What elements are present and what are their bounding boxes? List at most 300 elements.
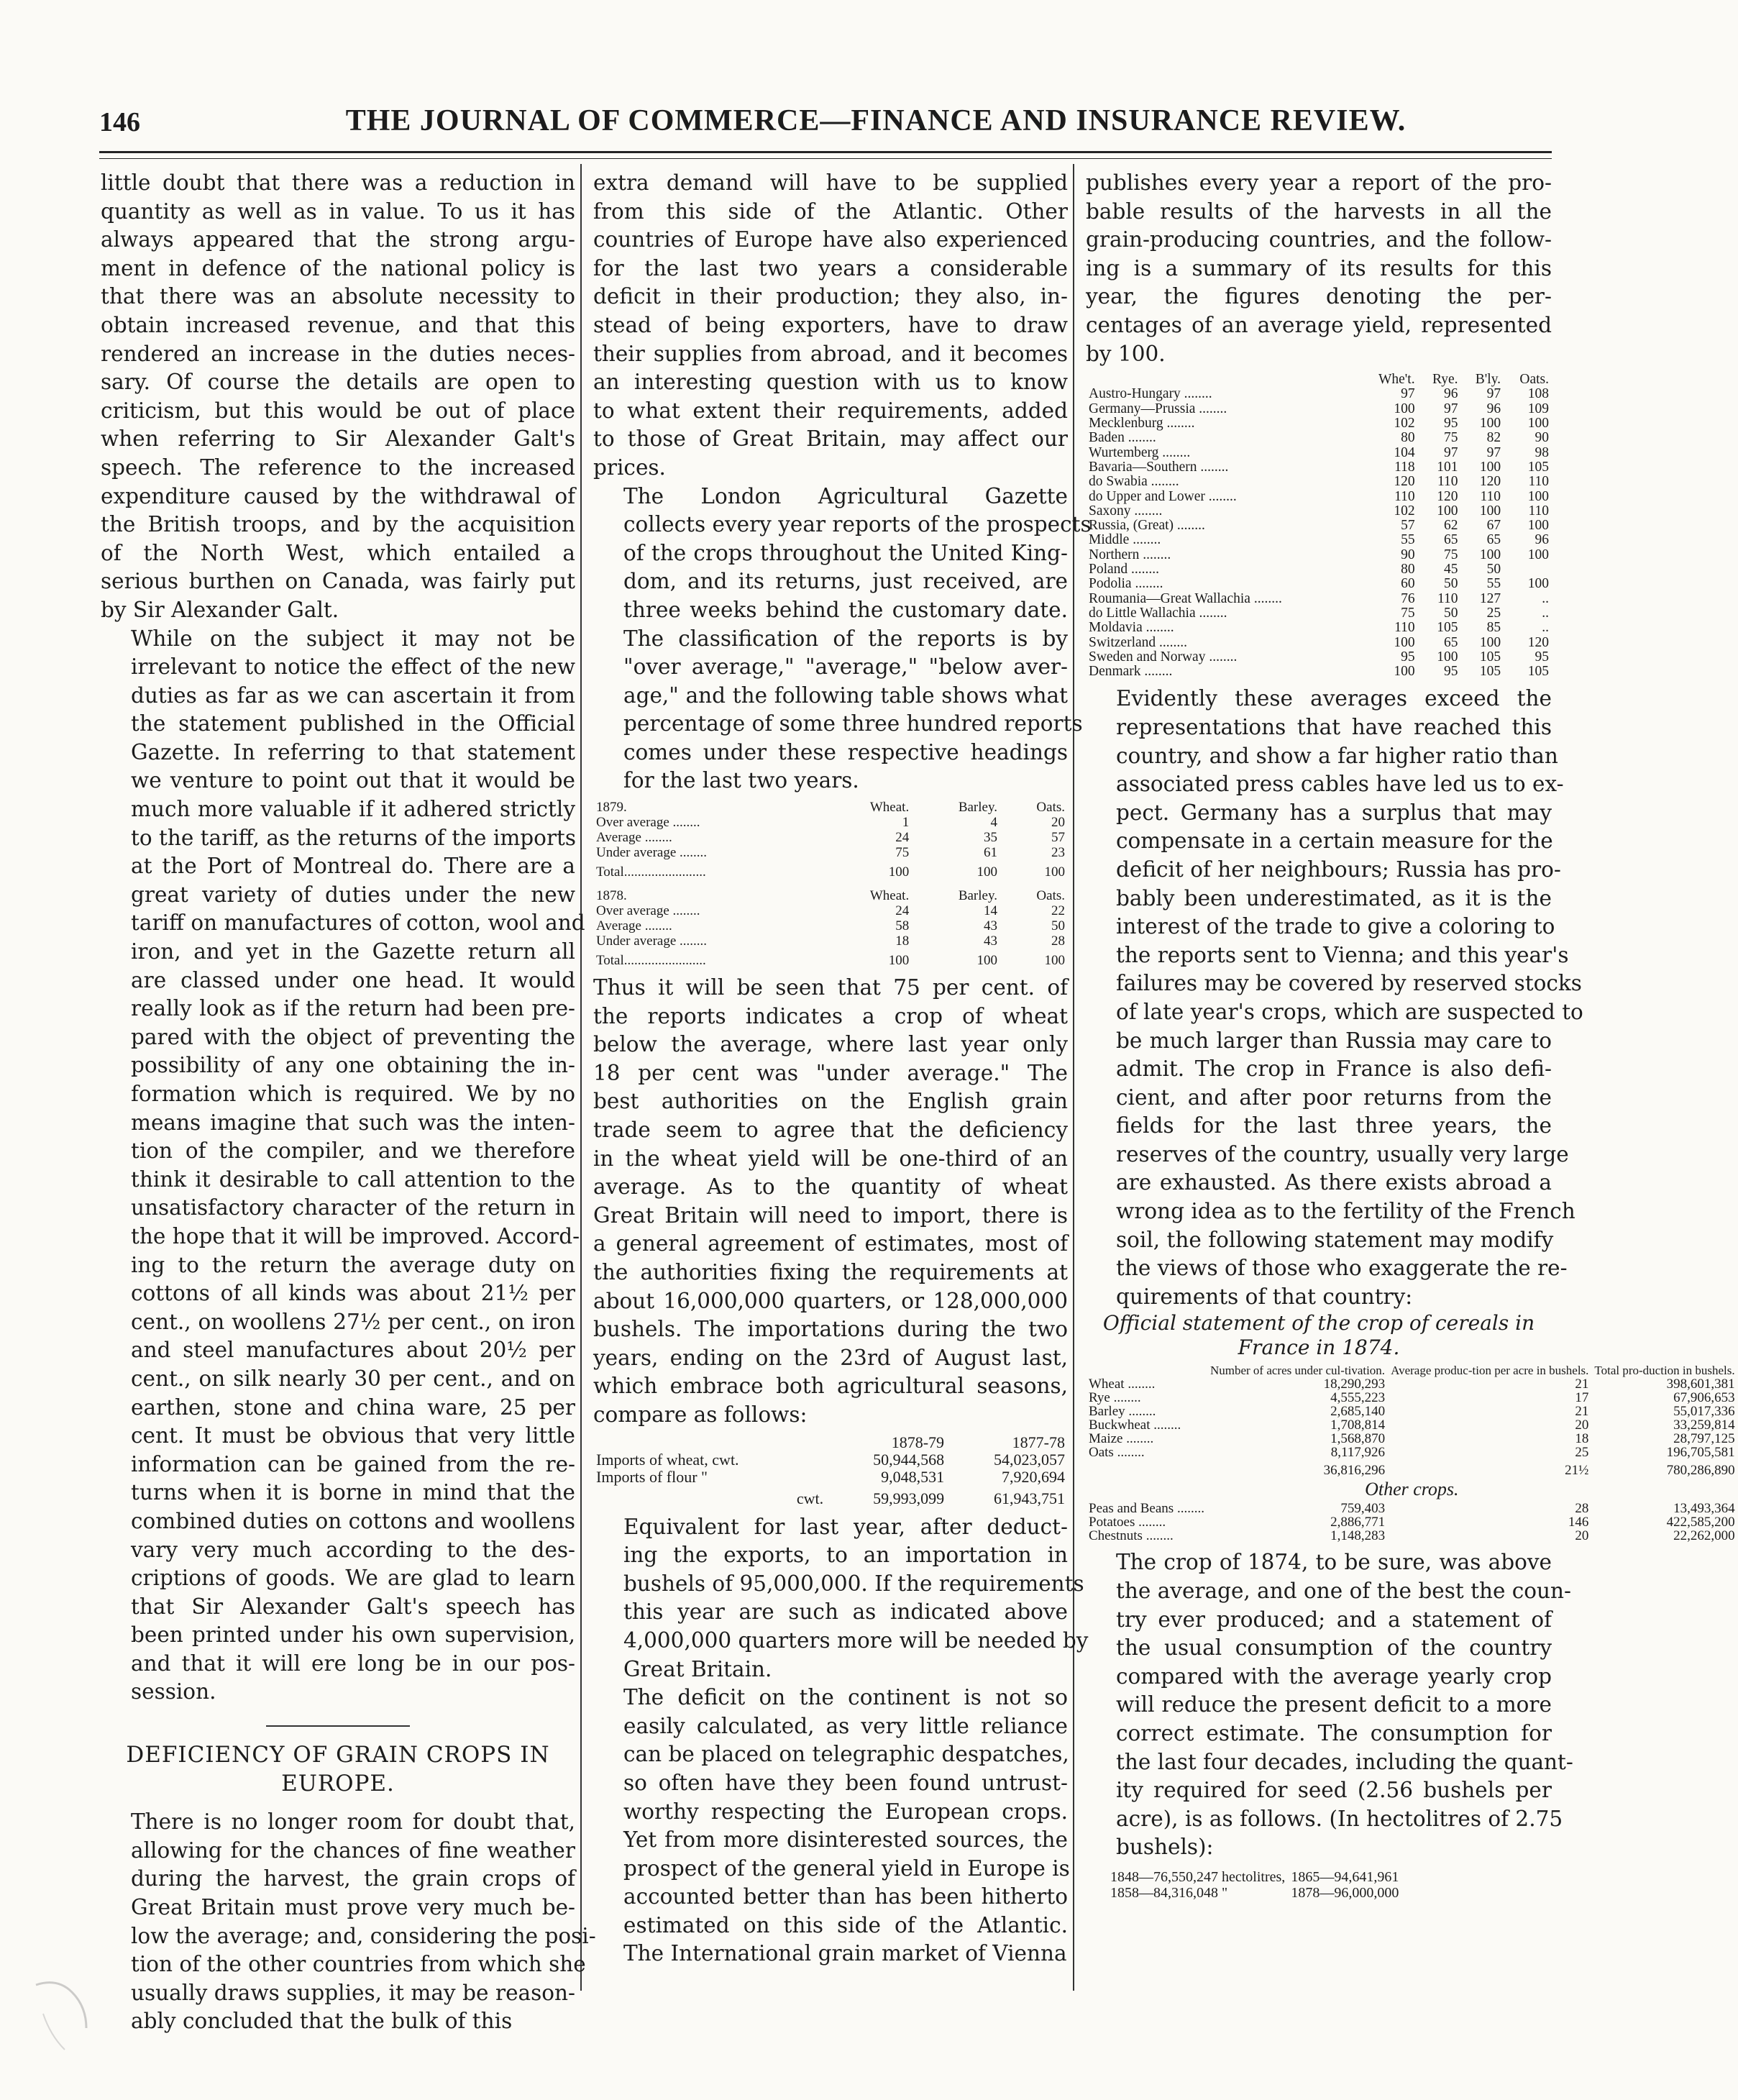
cell-value: 100 [1479, 459, 1501, 475]
text-line: There is no longer room for doubt that, [131, 1809, 575, 1835]
cell-value: 100 [1479, 547, 1501, 562]
cell-value: 25 [1575, 1445, 1589, 1461]
cell-value: 1,148,283 [1330, 1528, 1386, 1544]
cell-value: 100 [1394, 401, 1415, 416]
table-row [1086, 650, 1552, 665]
cell-value: 4,555,223 [1330, 1390, 1386, 1406]
cell-value: 58 [895, 918, 910, 934]
cell-value: 120 [1479, 474, 1501, 490]
cell-value: .. [1542, 620, 1549, 636]
table-row [1086, 548, 1552, 562]
text-line: soil, the following statement may modify [1116, 1227, 1554, 1252]
text-line: ably concluded that the bulk of this [131, 2009, 513, 2034]
cell-value: 9,048,531 [881, 1467, 945, 1486]
other-crops-caption: Other crops. [1365, 1479, 1459, 1500]
cell-value: 75 [1443, 547, 1458, 562]
text-line: extra demand will have to be supplied [593, 170, 1068, 195]
cell-value: 100 [1479, 634, 1501, 650]
cell-value: 100 [1437, 649, 1458, 665]
cell-value: 50 [1486, 562, 1501, 578]
text-line: below the average, where last year only [593, 1032, 1068, 1057]
text-line: ity required for seed (2.56 bushels per [1116, 1778, 1552, 1803]
text-line: for the last two years. [623, 768, 859, 793]
reports-table [593, 800, 1068, 968]
text-line: serious burthen on Canada, was fairly put [101, 569, 575, 594]
text-line: While on the subject it may not be [131, 626, 575, 651]
cell-value: 62 [1443, 518, 1458, 534]
row-label: Wurtemberg ........ [1089, 444, 1191, 460]
table-row [1086, 446, 1552, 460]
cell-value: 100 [1527, 488, 1549, 504]
text-line: the authorities fixing the requirements at [593, 1260, 1068, 1284]
cell-value: 4 [990, 815, 997, 831]
cell-value: 97 [1443, 444, 1458, 460]
text-line: cent., on silk nearly 30 per cent., and on [131, 1366, 575, 1391]
cell-value: 76 [1401, 590, 1415, 606]
cell-value: 96 [1535, 532, 1549, 548]
row-label: Denmark ........ [1089, 664, 1173, 680]
text-line: quantity as well as in value. To us it has [101, 198, 575, 224]
table-row [1086, 387, 1552, 401]
text-line: from this side of the Atlantic. Other [593, 198, 1068, 224]
text-line: Gazette. In referring to that statement [131, 739, 575, 764]
text-line: stead of being exporters, have to draw [593, 312, 1068, 337]
cell-value: 90 [1535, 430, 1549, 446]
text-line: years, ending on the 23rd of August last, [593, 1345, 1068, 1370]
row-label: Maize ........ [1089, 1431, 1154, 1447]
cell-value: 61 [983, 845, 997, 861]
cell-value: 100 [1479, 503, 1501, 519]
france-caption: Official statement of the crop of cereals in France in 1874. [1102, 1311, 1535, 1360]
row-label: Mecklenburg ........ [1089, 416, 1195, 432]
text-line: formation which is required. We by no [131, 1082, 575, 1106]
text-line: the last four decades, including the quant- [1116, 1749, 1573, 1774]
cell-value: 8,117,926 [1330, 1445, 1386, 1461]
cell-value: 20 [1051, 815, 1065, 831]
france-table: Number of acres under cul-tivation. Average produc-tion per acre in bushels. Total pro-duction in bushels. Wheat ........ 18,290,293 21 398,601,381 Rye ........ 4,555,223 17 67,906,653 Barley ........ 2,685,140 21 55,017,336 Buckwheat ........ 1,708,814 20 33,259,814 Maize ........ 1,568,870 18 28,797,125 Oats ........ 8,117,926 25 196,705,581 36,816,296 21½ 780,286,890 Other crops. Peas and Beans ........ 759,403 28 13,493,364 Potatoes ........ 2,886,771 146 422,585,200 Chestnuts ........ 1,148,283 20 22,262,000 [1086, 1364, 1552, 1543]
text-line: really look as if the return had been pre- [131, 996, 575, 1021]
scan-artifact [29, 1971, 93, 2057]
paragraph [593, 169, 1068, 483]
row-label: Switzerland ........ [1089, 634, 1188, 650]
cell-value: 95 [1401, 649, 1415, 665]
text-line: ment in defence of the national policy is [101, 255, 575, 280]
text-line: country, and show a far higher ratio than [1116, 743, 1558, 768]
text-line: been printed under his own supervision, [131, 1622, 575, 1648]
cell-value: 146 [1568, 1515, 1589, 1530]
cell-value: 80 [1401, 430, 1415, 446]
text-line: cent., on woollens 27½ per cent., on iron [131, 1309, 575, 1334]
cell-value: 97 [1443, 401, 1458, 416]
cell-value: 120 [1394, 474, 1415, 490]
table-row [1086, 636, 1552, 650]
cell-value: 13,493,364 [1673, 1501, 1735, 1517]
column-divider [1073, 164, 1074, 1991]
text-line: associated press cables have led us to ex- [1116, 772, 1564, 797]
text-line: bably been underestimated, as it is the [1116, 885, 1552, 910]
cell-value: 18,290,293 [1323, 1377, 1386, 1392]
row-label: Moldavia ........ [1089, 620, 1174, 636]
table-row [1086, 1391, 1738, 1405]
row-label: Wheat ........ [1089, 1377, 1156, 1392]
consumption-table: 1848—76,550,247 hectolitres, 1865—94,641,961 1858—84,316,048 " 1878—96,000,000 [1110, 1868, 1399, 1901]
cell-value: 7,920,694 [1002, 1467, 1065, 1486]
text-line: can be placed on telegraphic despatches, [623, 1742, 1069, 1767]
text-line: little doubt that there was a reduction in [101, 170, 575, 195]
table-row [593, 933, 1068, 949]
text-line: sary. Of course the details are open to [101, 370, 575, 395]
cell-value: 43 [983, 933, 997, 949]
text-line: obtain increased revenue, and that this [101, 312, 575, 337]
cell-value: 422,585,200 [1666, 1515, 1735, 1530]
table-row [1086, 1515, 1738, 1529]
paragraph [1086, 169, 1552, 368]
row-label: Russia, (Great) ........ [1089, 518, 1205, 534]
cell-value: 75 [895, 845, 910, 861]
text-line: ing to the return the average duty on [131, 1252, 575, 1277]
cell-value: 22 [1051, 903, 1065, 919]
journal-title: THE JOURNAL OF COMMERCE—FINANCE AND INSURANCE REVIEW. [345, 104, 1407, 137]
text-line: tion of the other countries from which she [131, 1952, 586, 1977]
text-line: compensate in a certain measure for the [1116, 828, 1553, 854]
row-label: Potatoes ........ [1089, 1515, 1166, 1530]
text-line: irrelevant to notice the effect of the new [131, 654, 575, 680]
table-row [1086, 606, 1552, 621]
text-line: tion of the compiler, and we therefore [131, 1138, 575, 1164]
table-row [593, 1469, 1068, 1486]
text-line: Yet from more disinterested sources, the [623, 1827, 1068, 1853]
cell-value: 95 [1443, 416, 1458, 432]
text-line: The classification of the reports is by [623, 626, 1068, 651]
text-line: and that it will ere long be in our pos- [131, 1651, 575, 1676]
cell-value: 105 [1479, 649, 1501, 665]
yield-table: Whe't. Rye. B'ly. Oats. Austro-Hungary ........ 97 96 97 108 Germany—Prussia ........ 100 97 96 109 Mecklenburg ........ 102 95 100 100 Baden ........ 80 75 82 90 Wurtemberg ........ 104 97 97 98 Bavaria—Southern ........ 118 101 100 105 do Swabia ........ 120 110 120 110 do Upper and Lower ........ 110 120 110 100 Saxony ........ 102 100 100 110 Russia, (Great) ........ 57 62 67 100 Middle ........ 55 65 65 96 Northern ........ 90 75 100 100 Poland ........ 80 45 50 Podolia ........ 60 50 55 100 Roumania—Great Wallachia ........ 76 110 127 .. do Little Wallachia ........ 75 50 25 .. Moldavia ........ 110 105 85 .. Switzerland ........ 100 65 100 120 Sweden and Norway ........ 95 100 105 95 Denmark ........ 100 95 105 105 [1086, 373, 1552, 679]
text-line: representations that have reached this [1116, 714, 1552, 739]
row-label: Saxony ........ [1089, 503, 1163, 519]
cell-value: 2,886,771 [1330, 1515, 1386, 1530]
cell-value: 57 [1051, 830, 1065, 846]
cell-value: 14 [983, 903, 997, 919]
text-line: reserves of the country, usually very large [1116, 1141, 1569, 1167]
text-line: criptions of goods. We are glad to learn [131, 1566, 575, 1591]
cell-value: 1,708,814 [1330, 1418, 1386, 1433]
row-label: Chestnuts ........ [1089, 1528, 1174, 1544]
text-line: about 16,000,000 quarters, or 128,000,000 [593, 1288, 1068, 1313]
text-line: possibility of any one obtaining the in- [131, 1053, 575, 1078]
row-label: Middle ........ [1089, 532, 1161, 548]
cell-value: 21 [1575, 1377, 1589, 1392]
text-line: Thus it will be seen that 75 per cent. of [593, 975, 1068, 1000]
row-label: Barley ........ [1089, 1404, 1156, 1420]
text-line: and steel manufactures about 20½ per [131, 1338, 575, 1363]
text-line: compared with the average yearly crop [1116, 1663, 1552, 1689]
table-row [1086, 490, 1552, 504]
row-label: Germany—Prussia ........ [1089, 401, 1227, 416]
text-line: an interesting question with us to know [593, 370, 1068, 395]
text-line: the statement published in the Official [131, 711, 575, 736]
text-line: collects every year reports of the prospects [623, 512, 1092, 537]
row-label: Imports of wheat, cwt. [596, 1450, 739, 1469]
text-line: Great Britain must prove very much be- [131, 1895, 575, 1920]
imports-table: 1878-79 1877-78 Imports of wheat, cwt. 50,944,568 54,023,057 Imports of flour " 9,048,531 7,920,694 cwt. 59,993,099 61,943,751 [593, 1434, 1068, 1507]
cell-value: 110 [1394, 488, 1415, 504]
column-1 [101, 169, 596, 2036]
cell-value: 33,259,814 [1673, 1418, 1735, 1433]
cell-value: 28 [1051, 933, 1065, 949]
text-line: The London Agricultural Gazette [623, 483, 1068, 508]
table-row [593, 845, 1068, 860]
table-row [1086, 519, 1552, 533]
text-line: bushels. The importations during the two [593, 1317, 1068, 1342]
cell-value: 1,568,870 [1330, 1431, 1386, 1447]
text-line: The deficit on the continent is not so [623, 1685, 1068, 1710]
text-line: ing is a summary of its results for this [1086, 255, 1552, 280]
cell-value: 100 [1394, 634, 1415, 650]
text-line: means imagine that such was the inten- [131, 1110, 575, 1135]
text-line: of the crops throughout the United King- [623, 540, 1068, 565]
text-line: duties as far as we can ascertain it from [131, 682, 575, 708]
column-divider [580, 164, 582, 1991]
row-label: Austro-Hungary ........ [1089, 386, 1212, 402]
text-line: vary very much according to the des- [131, 1537, 575, 1562]
article-heading: DEFICIENCY OF GRAIN CROPS IN EUROPE. [126, 1742, 550, 1797]
cell-value: 100 [1479, 416, 1501, 432]
text-line: that Sir Alexander Galt's speech has [131, 1594, 575, 1619]
text-line: expenditure caused by the withdrawal of [101, 483, 575, 508]
text-line: best authorities on the English grain [593, 1089, 1068, 1114]
row-label: Roumania—Great Wallachia ........ [1089, 590, 1282, 606]
cell-value: 20 [1575, 1528, 1589, 1544]
text-line: worthy respecting the European crops. [623, 1799, 1068, 1824]
text-line: are classed under one head. It would [131, 967, 575, 992]
cell-value: 104 [1394, 444, 1415, 460]
paragraph [593, 1513, 1089, 1684]
text-line: compare as follows: [593, 1402, 808, 1427]
paragraph [593, 483, 1092, 796]
cell-value: 118 [1394, 459, 1415, 475]
row-label: Podolia ........ [1089, 576, 1163, 592]
table-row [593, 903, 1068, 918]
table-row [593, 1451, 1068, 1469]
text-line: of late year's crops, which are suspected to [1116, 999, 1583, 1024]
cell-value [1504, 562, 1552, 577]
cell-value: 110 [1437, 474, 1458, 490]
text-line: wrong idea as to the fertility of the French [1116, 1199, 1575, 1224]
text-line: the British troops, and by the acquisition [101, 512, 575, 537]
cell-value: 1 [902, 815, 910, 831]
table-row [1086, 533, 1552, 547]
cell-value: 120 [1437, 488, 1458, 504]
text-line: dom, and its returns, just received, are [623, 569, 1068, 594]
cell-value: 75 [1401, 605, 1415, 621]
text-line: when referring to Sir Alexander Galt's [101, 426, 575, 452]
text-line: criticism, but this would be out of place [101, 398, 575, 423]
cell-value: 95 [1535, 649, 1549, 665]
cell-value: 23 [1051, 845, 1065, 861]
header-rule-thin [99, 158, 1552, 159]
cell-value: 101 [1437, 459, 1458, 475]
cell-value: 96 [1443, 386, 1458, 402]
text-line: failures may be covered by reserved stocks [1116, 971, 1582, 996]
text-line: to the tariff, as the returns of the imports [131, 825, 577, 850]
cell-value: 110 [1528, 503, 1549, 519]
text-line: the usual consumption of the country [1116, 1635, 1552, 1661]
row-label: Sweden and Norway ........ [1089, 649, 1238, 665]
cell-value: 24 [895, 830, 910, 846]
text-line: tariff on manufactures of cotton, wool and [131, 910, 585, 936]
text-line: Evidently these averages exceed the [1116, 686, 1552, 711]
paragraph [1086, 1548, 1573, 1862]
cell-value: 108 [1527, 386, 1549, 402]
table-row [593, 815, 1068, 830]
cell-value: .. [1542, 590, 1549, 606]
text-line: are exhausted. As there exists abroad a [1116, 1170, 1552, 1195]
table-row [1086, 665, 1552, 679]
cell-value: 65 [1443, 532, 1458, 548]
text-line: Great Britain will need to import, there is [593, 1202, 1068, 1228]
row-label: Average ........ [596, 918, 672, 934]
cell-value: 100 [1394, 664, 1415, 680]
text-line: of the North West, which entailed a [101, 540, 575, 565]
text-line: much more valuable if it adhered strictly [131, 797, 575, 822]
text-line: bable results of the harvests in all the [1086, 198, 1552, 224]
cell-value: 60 [1401, 576, 1415, 592]
cell-value: 55 [1401, 532, 1415, 548]
text-line: low the average; and, considering the posi- [131, 1923, 596, 1948]
row-label: Peas and Beans ........ [1089, 1501, 1204, 1517]
text-line: interest of the trade to give a coloring to [1116, 914, 1555, 939]
text-line: deficit of her neighbours; Russia has pro- [1116, 857, 1561, 882]
text-line: The crop of 1874, to be sure, was above [1116, 1550, 1552, 1575]
cell-value: 127 [1479, 590, 1501, 606]
text-line: deficit in their production; they also, in- [593, 284, 1068, 309]
cell-value: 105 [1527, 664, 1549, 680]
text-line: quirements of that country: [1116, 1284, 1413, 1309]
cell-value: 100 [1527, 518, 1549, 534]
row-label: Baden ........ [1089, 430, 1156, 446]
table-row [593, 830, 1068, 845]
text-line: cent. It must be obvious that very little [131, 1423, 575, 1448]
text-line: always appeared that the strong argu- [101, 227, 575, 252]
table-row [593, 918, 1068, 933]
text-line: to what extent their requirements, added [593, 398, 1068, 423]
row-label: do Little Wallachia ........ [1089, 605, 1227, 621]
cell-value: 85 [1486, 620, 1501, 636]
text-line: bushels): [1116, 1835, 1214, 1860]
text-line: allowing for the chances of fine weather [131, 1838, 575, 1863]
text-line: their supplies from abroad, and it becomes [593, 341, 1068, 366]
text-line: which embrace both agricultural seasons, [593, 1374, 1068, 1399]
paragraph [101, 169, 575, 625]
cell-value: 759,403 [1340, 1501, 1386, 1517]
text-line: cient, and after poor returns from the [1116, 1085, 1552, 1110]
row-label: Average ........ [596, 830, 672, 846]
text-line: this year are such as indicated above [623, 1599, 1068, 1625]
row-label: Bavaria—Southern ........ [1089, 459, 1229, 475]
text-line: correct estimate. The consumption for [1116, 1721, 1552, 1746]
row-label: Over average ........ [596, 815, 700, 831]
cell-value: 90 [1401, 547, 1415, 562]
cell-value: 17 [1575, 1390, 1589, 1406]
cell-value: 110 [1394, 620, 1415, 636]
cell-value: 20 [1575, 1418, 1589, 1433]
text-line: the hope that it will be improved. Accord- [131, 1223, 580, 1248]
paragraph [101, 625, 585, 1707]
reports-table-1878: 1878. Wheat. Barley. Oats. Over average ........ 24 14 22 Average ........ 58 43 50 Under average ........ 18 43 28 Total........................ 100 100 100 [593, 888, 1068, 968]
text-line: be much larger than Russia may care to [1116, 1028, 1552, 1053]
row-label: Buckwheat ........ [1089, 1418, 1181, 1433]
text-line: great variety of duties under the new [131, 882, 575, 907]
paragraph [593, 1684, 1068, 1968]
table-row [1086, 621, 1552, 635]
text-line: session. [131, 1679, 216, 1704]
text-line: The International grain market of Vienna [623, 1941, 1067, 1966]
text-line: centages of an average yield, represented [1086, 312, 1552, 337]
text-line: the reports sent to Vienna; and this year's [1116, 942, 1569, 967]
row-label: Under average ........ [596, 845, 708, 861]
table-total-label: Total........................ [596, 953, 706, 969]
column-2 [593, 169, 1092, 1968]
text-line: percentage of some three hundred reports [623, 711, 1083, 736]
cell-value: 18 [1575, 1431, 1589, 1447]
cell-value: 50 [1051, 918, 1065, 934]
table-row [1086, 1377, 1738, 1391]
text-line: try ever produced; and a statement of [1116, 1607, 1552, 1632]
cell-value: 2,685,140 [1330, 1404, 1386, 1420]
text-line: in the wheat yield will be one-third of an [593, 1146, 1068, 1171]
table-row [1086, 431, 1552, 445]
table-row [1086, 1405, 1738, 1418]
cell-value: 50,944,568 [873, 1450, 945, 1469]
text-line: "over average," "average," "below aver- [623, 654, 1068, 680]
table-row [1086, 592, 1552, 606]
cell-value: 24 [895, 903, 910, 919]
text-line: countries of Europe have also experienced [593, 227, 1068, 252]
cell-value: 21 [1575, 1404, 1589, 1420]
row-label: Oats ........ [1089, 1445, 1145, 1461]
text-line: grain-producing countries, and the follow- [1086, 227, 1552, 252]
cell-value: 100 [1527, 547, 1549, 562]
text-line: comes under these respective headings [623, 739, 1068, 764]
cell-value: 25 [1486, 605, 1501, 621]
cell-value: 22,262,000 [1673, 1528, 1735, 1544]
text-line: that there was an absolute necessity to [101, 284, 575, 309]
text-line: Great Britain. [623, 1656, 772, 1681]
text-line: will reduce the present deficit to a more [1116, 1692, 1552, 1717]
row-label: Under average ........ [596, 933, 708, 949]
page-number: 146 [99, 107, 140, 137]
cell-value: 98 [1535, 444, 1549, 460]
text-line: speech. The reference to the increased [101, 455, 575, 480]
cell-value: 67,906,653 [1673, 1390, 1735, 1406]
paragraph [593, 974, 1068, 1430]
text-line: by Sir Alexander Galt. [101, 597, 339, 622]
text-line: cottons of all kinds was about 21½ per [131, 1281, 575, 1306]
cell-value: 50 [1443, 605, 1458, 621]
cell-value: 95 [1443, 664, 1458, 680]
paragraph [101, 1808, 596, 2036]
row-label: Imports of flour " [596, 1467, 708, 1486]
cell-value: 18 [895, 933, 910, 949]
cell-value: 100 [1437, 503, 1458, 519]
text-line: usually draws supplies, it may be reason- [131, 1980, 575, 2005]
cell-value: 65 [1486, 532, 1501, 548]
row-label: Poland ........ [1089, 562, 1160, 578]
cell-value: 110 [1437, 590, 1458, 606]
text-line: trade seem to agree that the deficiency [593, 1118, 1068, 1143]
cell-value: 102 [1394, 416, 1415, 432]
cell-value: 75 [1443, 430, 1458, 446]
